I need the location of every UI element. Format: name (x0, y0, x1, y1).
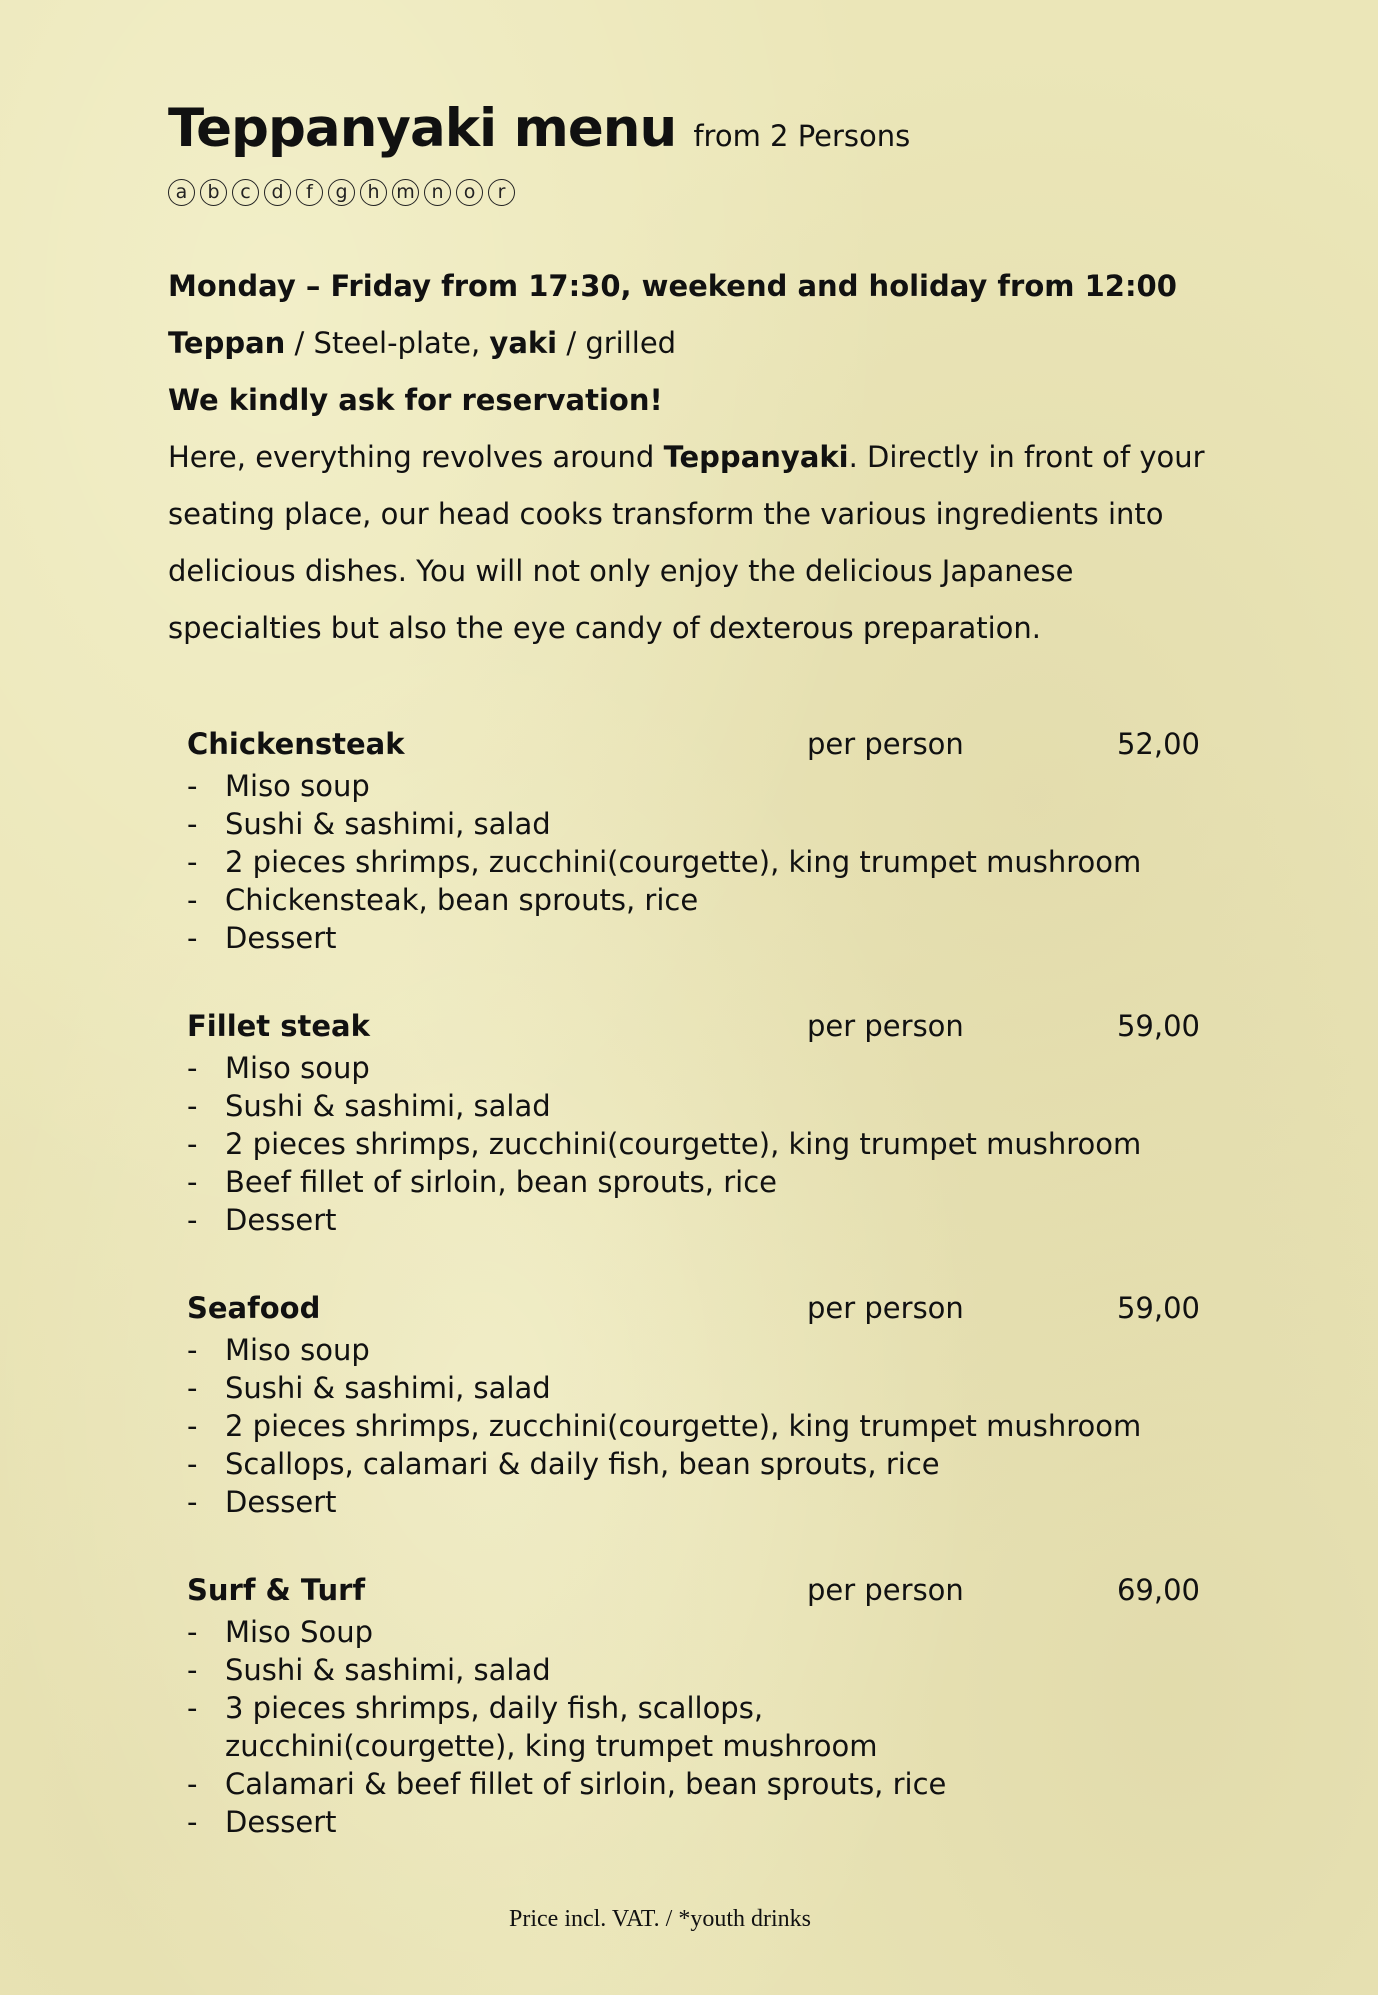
menu-price: 52,00 (1116, 727, 1200, 761)
allergen-badge: n (424, 179, 451, 206)
page-title: Teppanyaki menu (168, 98, 677, 159)
teppanyaki-definition (168, 315, 1228, 372)
menu-price: 59,00 (1116, 1009, 1200, 1043)
menu-header (187, 1573, 1207, 1613)
list-item: - Dessert (187, 1485, 337, 1519)
allergen-badge: m (392, 179, 419, 206)
list-item: - Miso soup (187, 1051, 370, 1085)
menu-header (187, 1009, 1207, 1049)
allergen-badge: f (296, 179, 323, 206)
list-item: - Sushi & sashimi, salad (187, 1653, 551, 1687)
opening-hours: Monday – Friday from 17:30, weekend and holiday from 12:00 (168, 269, 1177, 303)
list-item: - Sushi & sashimi, salad (187, 807, 551, 841)
list-item: - Sushi & sashimi, salad (187, 1089, 551, 1123)
menu-seafood (187, 1291, 1207, 1521)
menu-unit: per person (807, 727, 964, 761)
list-item: - Miso soup (187, 769, 370, 803)
menu-name: Surf & Turf (187, 1573, 366, 1607)
allergen-badge: o (456, 179, 483, 206)
menu-price: 69,00 (1116, 1573, 1200, 1607)
list-item: - Dessert (187, 1203, 337, 1237)
allergen-badge: g (328, 179, 355, 206)
allergen-badge: a (168, 179, 195, 206)
list-item: - Miso Soup (187, 1615, 374, 1649)
menu-price: 59,00 (1116, 1291, 1200, 1325)
intro-section (168, 258, 1228, 657)
price-footnote: Price incl. VAT. / *youth drinks (509, 1906, 811, 1932)
yaki-word: yaki (489, 326, 558, 360)
allergen-badge: h (360, 179, 387, 206)
list-item: - Calamari & beef fillet of sirloin, bean sprouts, rice (187, 1767, 947, 1801)
menu-unit: per person (807, 1291, 964, 1325)
list-item: - Chickensteak, bean sprouts, rice (187, 883, 699, 917)
intro-description (168, 429, 1228, 657)
allergen-codes (168, 179, 520, 206)
menu-unit: per person (807, 1573, 964, 1607)
title-row (168, 98, 910, 159)
page-subtitle: from 2 Persons (693, 119, 911, 153)
menu-items (187, 767, 1207, 957)
menu-unit: per person (807, 1009, 964, 1043)
menu-items (187, 1049, 1207, 1239)
menu-name: Chickensteak (187, 727, 405, 761)
list-item: - Dessert (187, 1805, 337, 1839)
menu-surf-and-turf (187, 1573, 1207, 1841)
list-item: - 2 pieces shrimps, zucchini(courgette), king trumpet mushroom (187, 845, 1142, 879)
menu-chickensteak (187, 727, 1207, 957)
teppan-meaning: / Steel-plate, (285, 326, 490, 360)
menu-name: Fillet steak (187, 1009, 370, 1043)
allergen-badge: r (488, 179, 515, 206)
menu-name: Seafood (187, 1291, 321, 1325)
list-item: - 2 pieces shrimps, zucchini(courgette), king trumpet mushroom (187, 1127, 1142, 1161)
menu-header (187, 727, 1207, 767)
description-highlight: Teppanyaki (663, 440, 849, 474)
list-item: - Sushi & sashimi, salad (187, 1371, 551, 1405)
menu-fillet-steak (187, 1009, 1207, 1239)
teppan-word: Teppan (168, 326, 286, 360)
menu-header (187, 1291, 1207, 1331)
reservation-note: We kindly ask for reservation! (168, 383, 663, 417)
description-end: . Directly in front of your seating place, our head cooks transform the various ingredients into delicious dishes. You will not only enjoy the delicious Japanese specialties but also the eye candy of dexterous preparation. (168, 440, 1205, 645)
list-item: - Miso soup (187, 1333, 370, 1367)
list-item: - Dessert (187, 921, 337, 955)
allergen-badge: b (200, 179, 227, 206)
menu-items (187, 1331, 1207, 1521)
list-item: - Scallops, calamari & daily fish, bean sprouts, rice (187, 1447, 940, 1481)
yaki-meaning: / grilled (557, 326, 677, 360)
list-item: - 3 pieces shrimps, daily fish, scallops, zucchini(courgette), king trumpet mushroom (187, 1691, 878, 1763)
allergen-badge: d (264, 179, 291, 206)
list-item: - 2 pieces shrimps, zucchini(courgette), king trumpet mushroom (187, 1409, 1142, 1443)
description-start: Here, everything revolves around (168, 440, 664, 474)
menu-items (187, 1613, 1207, 1841)
list-item: - Beef fillet of sirloin, bean sprouts, rice (187, 1165, 777, 1199)
allergen-badge: c (232, 179, 259, 206)
